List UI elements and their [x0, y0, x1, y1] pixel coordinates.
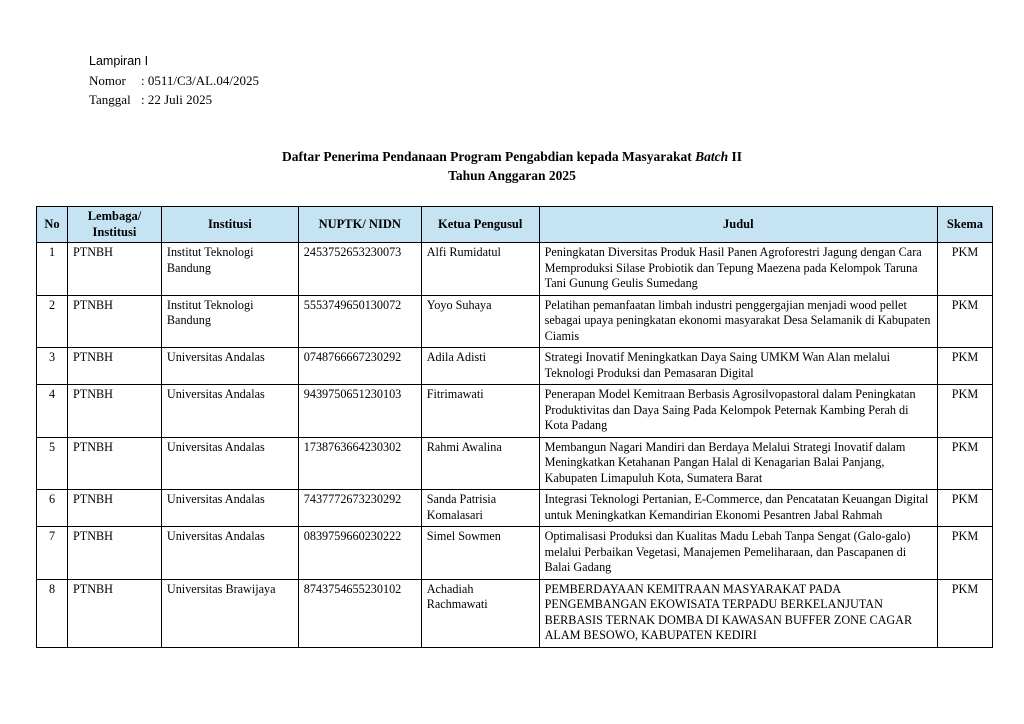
attachment-label: Lampiran I [89, 54, 149, 68]
cell-skema: PKM [937, 385, 992, 438]
letter-header [89, 52, 259, 109]
col-header: NUPTK/ NIDN [298, 207, 421, 243]
cell-no: 3 [37, 348, 68, 385]
title-prefix: Daftar Penerima Pendanaan Program Pengabdian kepada Masyarakat [281, 149, 696, 164]
cell-judul: Peningkatan Diversitas Produk Hasil Panen Agroforestri Jagung dengan Cara Memproduksi Silase Probiotik dan Tepung Maezena pada Kelompok Taruna Tani Gunung Geulis Sumedang [539, 243, 937, 296]
cell-judul: Strategi Inovatif Meningkatkan Daya Saing UMKM Wan Alan melalui Teknologi Produksi dan Pemasaran Digital [539, 348, 937, 385]
col-header: Judul [539, 207, 937, 243]
cell-judul: Pelatihan pemanfaatan limbah industri penggergajian menjadi wood pellet sebagai upaya peningkatan ekonomi masyarakat Desa Selamanik di Kabupaten Ciamis [539, 295, 937, 348]
cell-institusi: Institut Teknologi Bandung [161, 295, 298, 348]
cell-nuptk: 1738763664230302 [298, 437, 421, 490]
number-line [89, 71, 259, 90]
table-row [37, 385, 993, 438]
table-header-row [37, 207, 993, 243]
cell-ketua: Sanda Patrisia Komalasari [421, 490, 539, 527]
table-row [37, 579, 993, 647]
number-label: Nomor [89, 73, 126, 88]
title-line-1 [0, 147, 1024, 166]
cell-ketua: Achadiah Rachmawati [421, 579, 539, 647]
title-suffix: II [728, 149, 743, 164]
cell-ketua: Yoyo Suhaya [421, 295, 539, 348]
cell-judul: Integrasi Teknologi Pertanian, E-Commerce, dan Pencatatan Keuangan Digital untuk Meningkatkan Kemandirian Ekonomi Pesantren Jabal Rahmah [539, 490, 937, 527]
recipients-table [36, 206, 993, 648]
cell-nuptk: 2453752653230073 [298, 243, 421, 296]
cell-lembaga: PTNBH [67, 579, 161, 647]
cell-skema: PKM [937, 348, 992, 385]
table-row [37, 490, 993, 527]
col-header: Lembaga/ Institusi [67, 207, 161, 243]
cell-skema: PKM [937, 490, 992, 527]
cell-lembaga: PTNBH [67, 385, 161, 438]
cell-institusi: Institut Teknologi Bandung [161, 243, 298, 296]
title-italic: Batch [695, 149, 729, 164]
cell-institusi: Universitas Andalas [161, 348, 298, 385]
cell-nuptk: 8743754655230102 [298, 579, 421, 647]
cell-judul: Penerapan Model Kemitraan Berbasis Agrosilvopastoral dalam Peningkatan Produktivitas dan Daya Saing Pada Kelompok Peternak Kambing Perah di Kota Padang [539, 385, 937, 438]
table-row [37, 295, 993, 348]
cell-no: 7 [37, 527, 68, 580]
cell-ketua: Fitrimawati [421, 385, 539, 438]
cell-no: 6 [37, 490, 68, 527]
date-line [89, 90, 259, 109]
cell-institusi: Universitas Andalas [161, 437, 298, 490]
cell-judul: PEMBERDAYAAN KEMITRAAN MASYARAKAT PADA PENGEMBANGAN EKOWISATA TERPADU BERKELANJUTAN BERBASIS TERNAK DOMBA DI KAWASAN BUFFER ZONE CAGAR ALAM BESOWO, KABUPATEN KEDIRI [539, 579, 937, 647]
cell-no: 1 [37, 243, 68, 296]
table-row [37, 348, 993, 385]
cell-nuptk: 7437772673230292 [298, 490, 421, 527]
cell-lembaga: PTNBH [67, 527, 161, 580]
cell-nuptk: 0748766667230292 [298, 348, 421, 385]
cell-lembaga: PTNBH [67, 348, 161, 385]
cell-skema: PKM [937, 295, 992, 348]
cell-nuptk: 9439750651230103 [298, 385, 421, 438]
col-header: Skema [937, 207, 992, 243]
title-line-2: Tahun Anggaran 2025 [448, 168, 576, 183]
date-label: Tanggal [89, 92, 131, 107]
col-header: Institusi [161, 207, 298, 243]
cell-nuptk: 0839759660230222 [298, 527, 421, 580]
cell-institusi: Universitas Andalas [161, 385, 298, 438]
cell-skema: PKM [937, 527, 992, 580]
table-row [37, 243, 993, 296]
cell-lembaga: PTNBH [67, 243, 161, 296]
cell-judul: Membangun Nagari Mandiri dan Berdaya Melalui Strategi Inovatif dalam Meningkatkan Ketahanan Pangan Halal di Kenagarian Balai Panjang, Kabupaten Limapuluh Kota, Sumatera Barat [539, 437, 937, 490]
cell-no: 5 [37, 437, 68, 490]
cell-skema: PKM [937, 579, 992, 647]
number-value: : 0511/C3/AL.04/2025 [141, 73, 259, 88]
cell-lembaga: PTNBH [67, 490, 161, 527]
cell-institusi: Universitas Andalas [161, 527, 298, 580]
cell-nuptk: 5553749650130072 [298, 295, 421, 348]
col-header: Ketua Pengusul [421, 207, 539, 243]
table-row [37, 437, 993, 490]
cell-no: 2 [37, 295, 68, 348]
cell-ketua: Rahmi Awalina [421, 437, 539, 490]
cell-ketua: Adila Adisti [421, 348, 539, 385]
cell-judul: Optimalisasi Produksi dan Kualitas Madu Lebah Tanpa Sengat (Galo-galo) melalui Perbaikan Vegetasi, Manajemen Pemeliharaan, dan Pascapanen di Balai Gadang [539, 527, 937, 580]
cell-skema: PKM [937, 437, 992, 490]
cell-lembaga: PTNBH [67, 437, 161, 490]
cell-no: 4 [37, 385, 68, 438]
cell-no: 8 [37, 579, 68, 647]
col-header: No [37, 207, 68, 243]
cell-lembaga: PTNBH [67, 295, 161, 348]
cell-institusi: Universitas Brawijaya [161, 579, 298, 647]
table-row [37, 527, 993, 580]
cell-ketua: Simel Sowmen [421, 527, 539, 580]
cell-institusi: Universitas Andalas [161, 490, 298, 527]
cell-skema: PKM [937, 243, 992, 296]
cell-ketua: Alfi Rumidatul [421, 243, 539, 296]
date-value: : 22 Juli 2025 [141, 92, 213, 107]
document-title [0, 147, 1024, 185]
